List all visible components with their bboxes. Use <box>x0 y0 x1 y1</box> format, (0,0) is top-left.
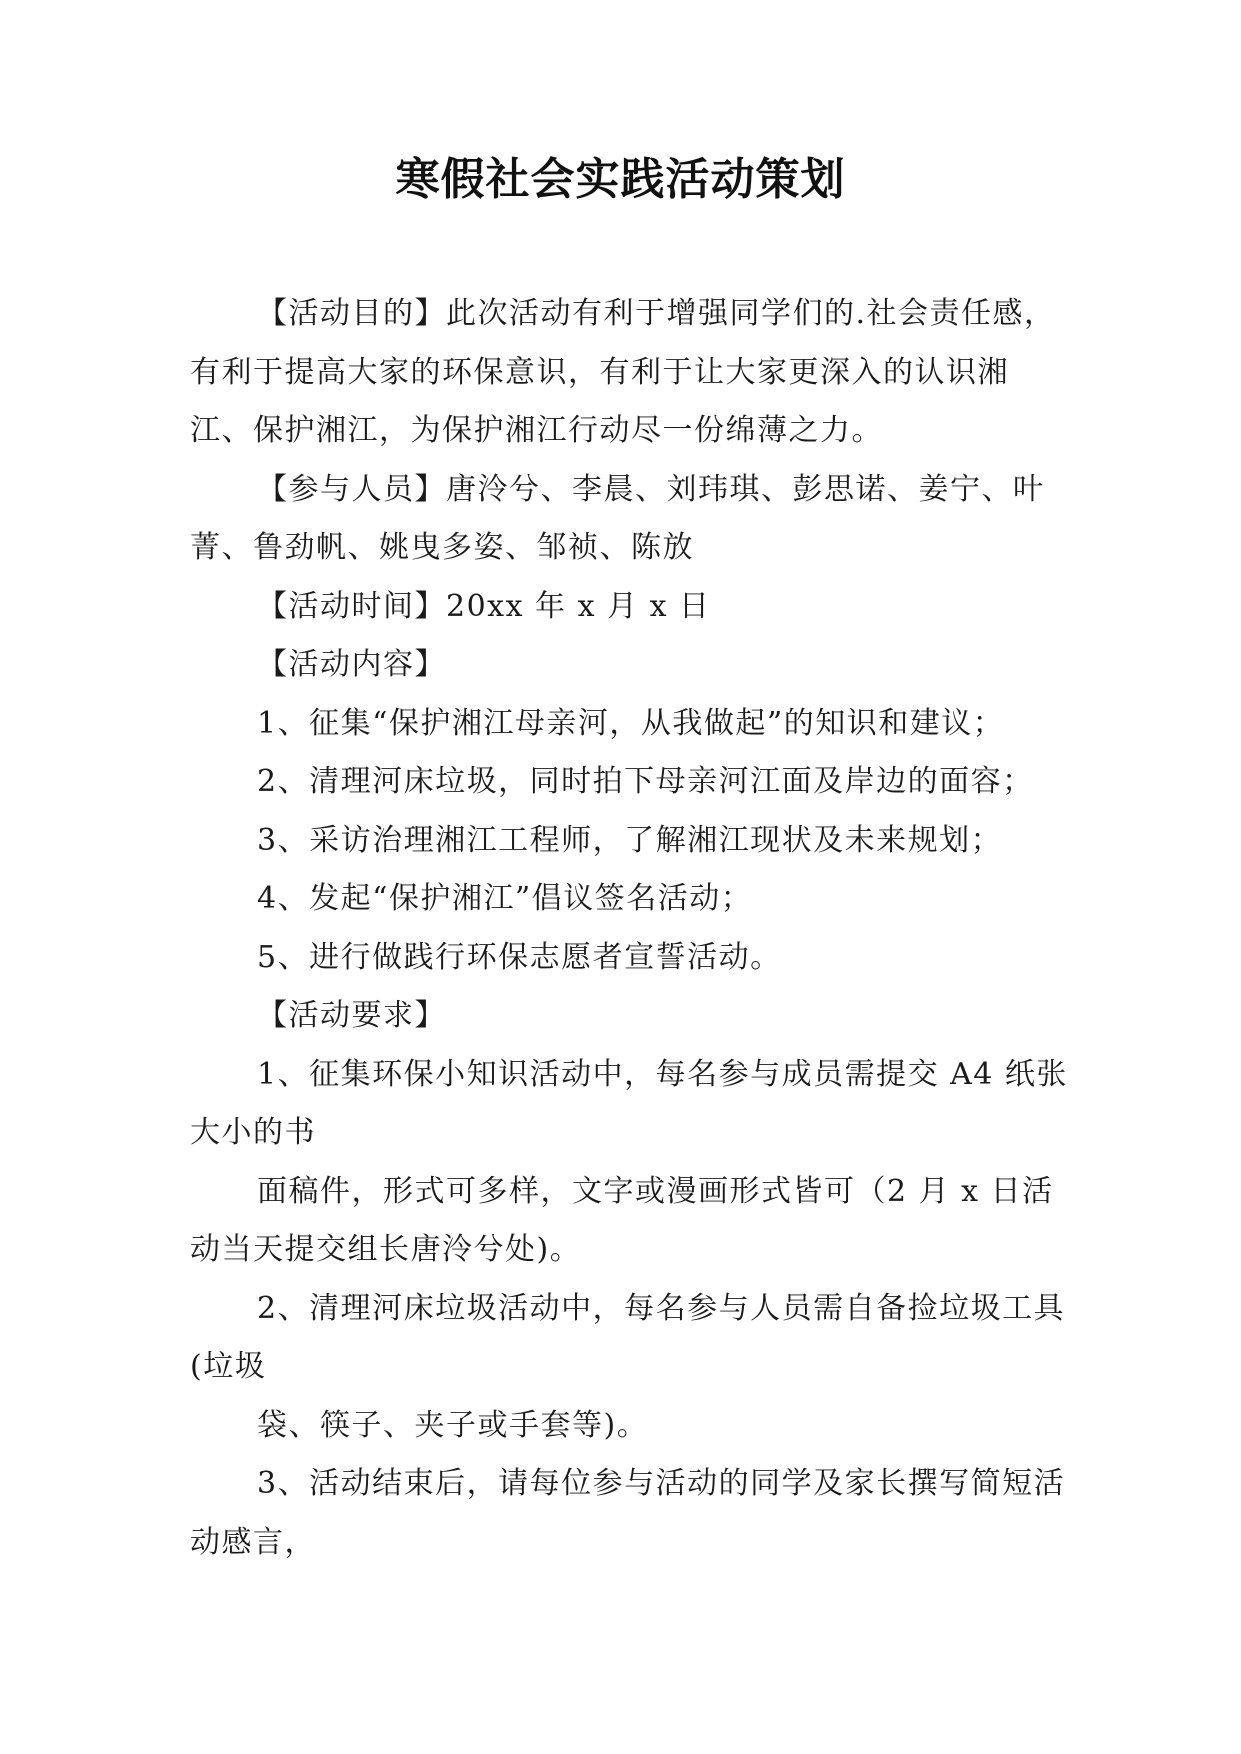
paragraph-participants: 【参与人员】唐泠兮、李晨、刘玮琪、彭思诺、姜宁、叶菁、鲁劲帆、姚曳多姿、邹祯、陈放 <box>190 471 1045 565</box>
content-item-5: 5、进行做践行环保志愿者宣誓活动。 <box>257 939 782 975</box>
requirement-2-part-1: 2、清理河床垃圾活动中，每名参与人员需自备捡垃圾工具(垃圾 <box>190 1290 1066 1384</box>
heading-requirements: 【活动要求】 <box>257 998 446 1033</box>
requirement-1-part-1: 1、征集环保小知识活动中，每名参与成员需提交 A4 纸张大小的书 <box>190 1056 1068 1150</box>
content-item-1: 1、征集“保护湘江母亲河，从我做起”的知识和建议； <box>257 705 1005 741</box>
heading-content: 【活动内容】 <box>257 647 446 682</box>
requirement-1-part-2: 面稿件，形式可多样，文字或漫画形式皆可（2 月 x 日活动当天提交组长唐泠兮处)。 <box>190 1173 1054 1267</box>
paragraph-purpose: 【活动目的】此次活动有利于增强同学们的.社会责任感，有利于提高大家的环保意识，有利于让大家更深入的认识湘江、保护湘江，为保护湘江行动尽一份绵薄之力。 <box>190 296 1056 448</box>
paragraph-time: 【活动时间】20xx 年 x 月 x 日 <box>257 588 711 624</box>
requirement-3: 3、活动结束后，请每位参与活动的同学及家长撰写简短活动感言， <box>190 1466 1066 1560</box>
requirement-2-part-2: 袋、筷子、夹子或手套等)。 <box>257 1407 649 1443</box>
content-item-4: 4、发起“保护湘江”倡议签名活动； <box>257 881 753 916</box>
document-title: 寒假社会实践活动策划 <box>395 154 846 205</box>
content-item-2: 2、清理河床垃圾，同时拍下母亲河江面及岸边的面容； <box>257 764 1034 799</box>
content-item-3: 3、采访治理湘江工程师，了解湘江现状及未来规划； <box>257 822 1003 858</box>
document-body <box>190 285 1070 1572</box>
